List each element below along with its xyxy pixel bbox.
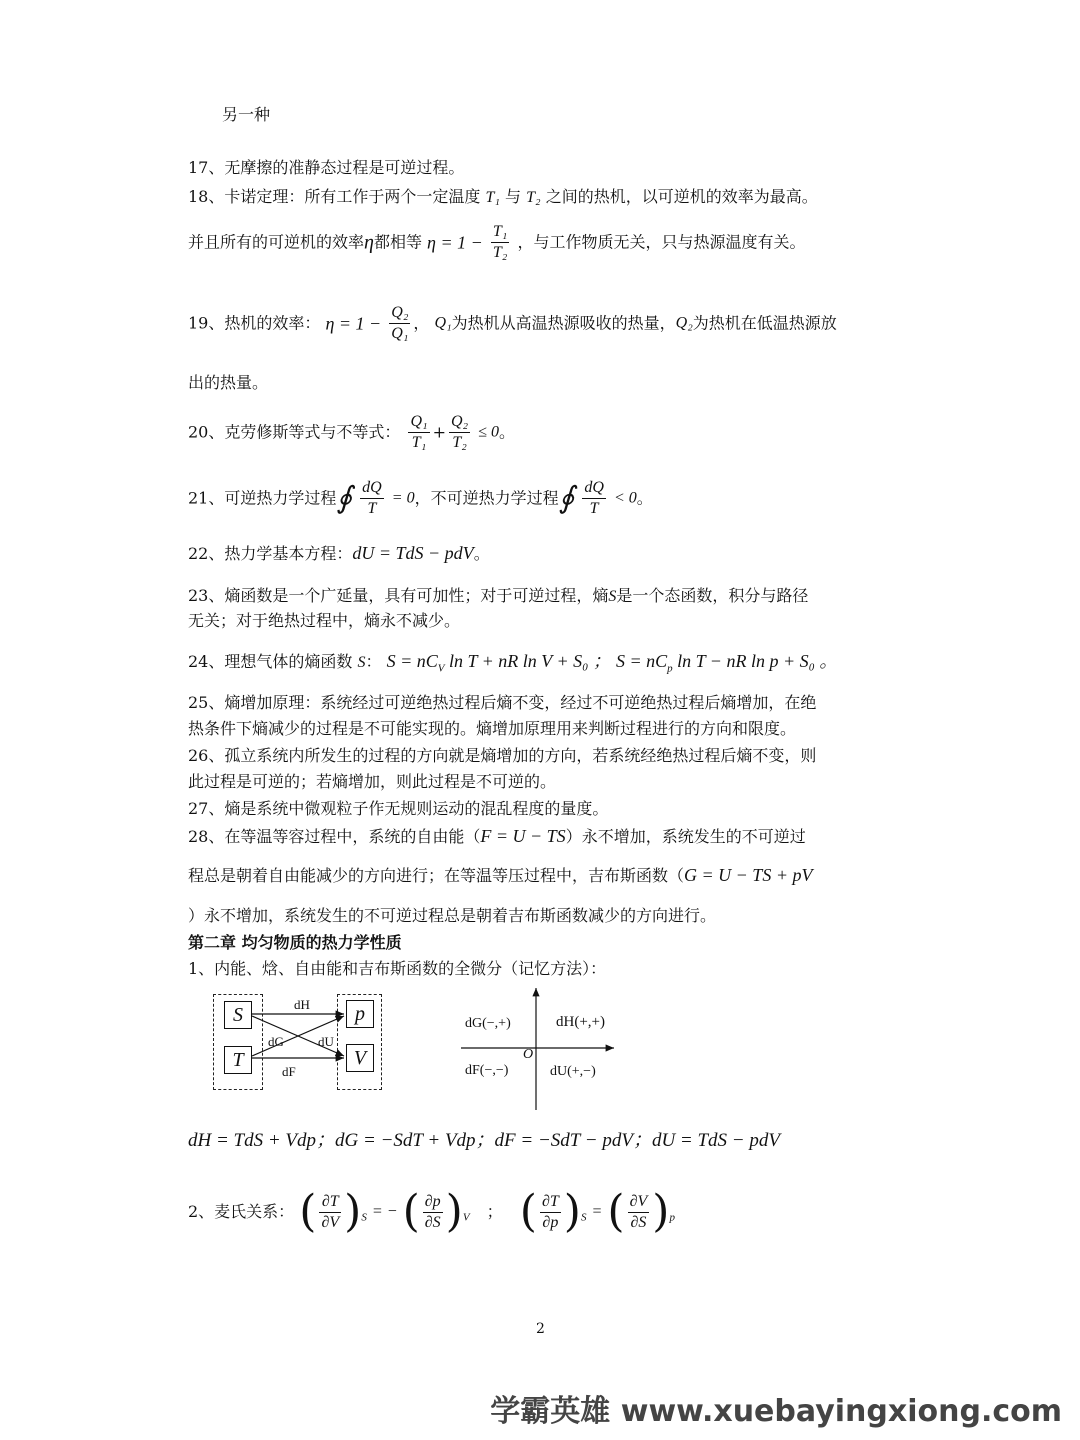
watermark-footer: 学霸英雄 www.xuebayingxiong.com (490, 1394, 1062, 1429)
item-18: 18、卡诺定理：所有工作于两个一定温度 T₁ 与 T₂ 之间的热机，以可逆机的效率为最高。 (188, 187, 818, 206)
quadrant-dG: dG(−,+) (465, 1016, 511, 1031)
section-1: 1、内能、焓、自由能和吉布斯函数的全微分（记忆方法）： (188, 959, 607, 978)
item-23: 23、熵函数是一个广延量，具有可加性；对于可逆过程，熵S是一个态函数，积分与路径 (188, 586, 809, 605)
label-dH: dH (294, 997, 310, 1012)
box-T: T (224, 1046, 252, 1074)
text-line: 另一种 (222, 105, 271, 124)
item-28-cont: 程总是朝着自由能减少的方向进行；在等温等压过程中，吉布斯函数（G = U − TS + pV (188, 865, 813, 885)
page-number: 2 (536, 1321, 545, 1337)
quadrant-dH: dH(+,+) (556, 1014, 605, 1030)
item-25-cont: 热条件下熵减少的过程是不可能实现的。熵增加原理用来判断过程进行的方向和限度。 (188, 719, 797, 738)
item-28: 28、在等温等容过程中，系统的自由能（F = U − TS）永不增加，系统发生的不可逆过 (188, 826, 806, 846)
label-dU: dU (318, 1034, 334, 1049)
differentials-line: dH = TdS + Vdp；dG = −SdT + Vdp；dF = −SdT − pdV；dU = TdS − pdV (188, 1130, 780, 1151)
item-21: 21、可逆热力学过程∮ $\frac{dQ}{T}$ = 0，不可逆热力学过程∮ $\frac{dQ}{T}$ < 0。 (188, 479, 653, 517)
chapter-heading: 第二章 均匀物质的热力学性质 (188, 933, 402, 952)
item-26-cont: 此过程是可逆的；若熵增加，则此过程是不可逆的。 (188, 772, 557, 791)
item-27: 27、熵是系统中微观粒子作无规则运动的混乱程度的量度。 (188, 799, 609, 818)
label-dF: dF (282, 1064, 296, 1079)
item-19-cont: 出的热量。 (188, 373, 269, 392)
quadrant-dF: dF(−,−) (465, 1063, 509, 1078)
item-28-end: ）永不增加，系统发生的不可逆过程总是朝着吉布斯函数减少的方向进行。 (188, 906, 717, 925)
item-23-cont: 无关；对于绝热过程中，熵永不减少。 (188, 611, 461, 630)
box-p: p (346, 1000, 374, 1028)
item-25: 25、熵增加原理：系统经过可逆绝热过程后熵不变，经过不可逆绝热过程后熵增加，在绝 (188, 693, 817, 712)
origin-label: O (523, 1047, 534, 1062)
efficiency-fraction: $\frac{\text{Q₂}}{\text{Q₁}}$ (391, 304, 409, 342)
item-17: 17、无摩擦的准静态过程是可逆过程。 (188, 158, 465, 177)
quadrant-dU: dU(+,−) (550, 1064, 596, 1079)
box-V: V (346, 1044, 374, 1072)
item-20: 20、克劳修斯等式与不等式： $\frac{\text{Q₁}}{\text{T₁}}$ + $\frac{\text{Q₂}}{\text{T₂}}$ ≤ 0。 (188, 413, 516, 451)
section-2: 2、麦氏关系： ( $\frac{\partial T}{\partial V}$ )$_S$ = − ( $\frac{\partial p}{\partial S}$ )$_V$ ； ( $\frac{\partial T}{\partial p}$ )$_S$ = ( $\frac{\partial V}{\partial S}$ )$_p$ (188, 1186, 675, 1237)
box-S: S (224, 1001, 252, 1029)
label-dG: dG (268, 1034, 284, 1049)
item-24: 24、理想气体的熵函数 S： $S = nC_V$ ln T + nR ln V + S₀ ； $S = nC_p$ ln T − nR ln p + S₀ 。 (188, 651, 838, 675)
item-19: 19、热机的效率： η = 1 − $\frac{\text{Q₂}}{\text{Q₁}}$ ， Q₁为热机从高温热源吸收的热量，Q₂为热机在低温热源放 (188, 304, 837, 342)
item-18-cont: 并且所有的可逆机的效率η都相等 η = 1 − $\frac{\text{T₁}}{\text{T₂}}$ ，与工作物质无关，只与热源温度有关。 (188, 223, 806, 261)
carnot-fraction: $\frac{\text{T₁}}{\text{T₂}}$ (492, 223, 508, 261)
item-22: 22、热力学基本方程：dU = TdS − pdV。 (188, 543, 490, 563)
item-26: 26、孤立系统内所发生的过程的方向就是熵增加的方向，若系统经绝热过程后熵不变，则 (188, 746, 817, 765)
